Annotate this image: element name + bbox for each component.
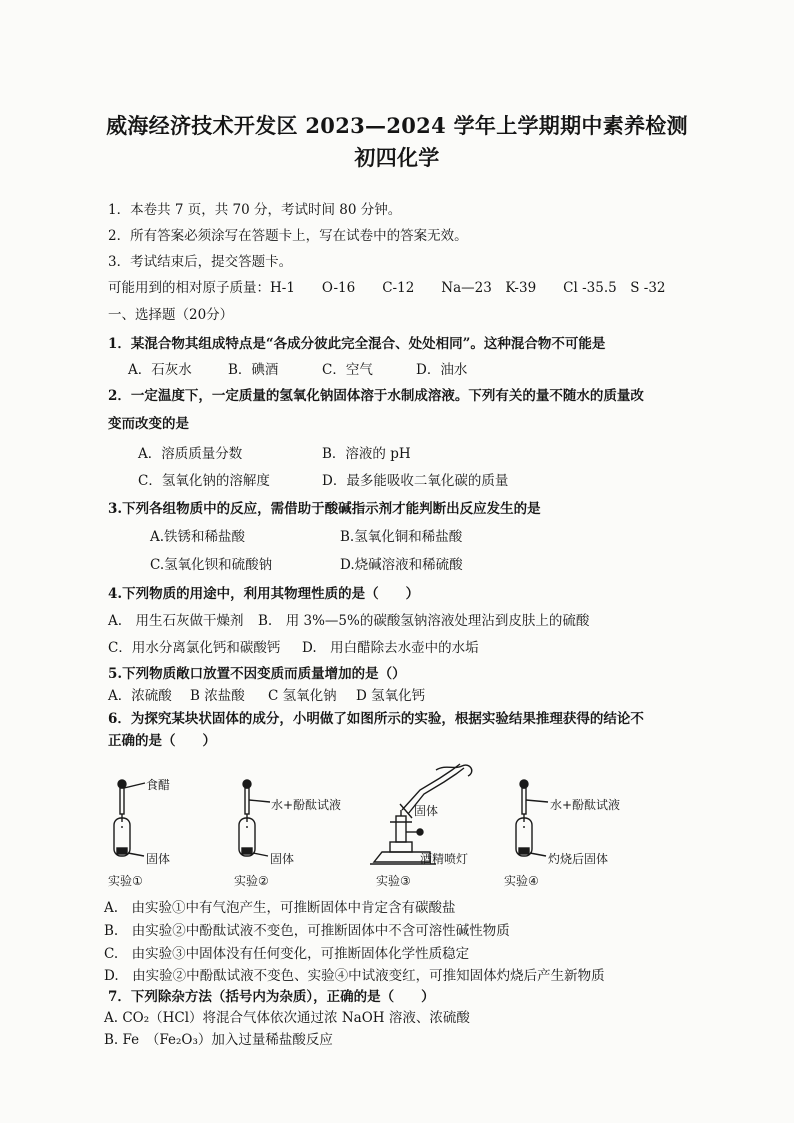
exp1-caption: 实验① xyxy=(108,874,143,888)
question-3-stem: 3.下列各组物质中的反应，需借助于酸碱指示剂才能判断出反应发生的是 xyxy=(108,501,541,517)
q7-option-b: B. Fe （Fe₂O₃）加入过量稀盐酸反应 xyxy=(104,1032,333,1048)
section-heading: 一、选择题（20分） xyxy=(108,307,234,323)
exp4-reagent-label: 水+酚酞试液 xyxy=(550,798,621,812)
q6-option-c: C. 由实验③中固体没有任何变化，可推断固体化学性质稳定 xyxy=(104,946,470,962)
question-2-stem-1: 2．一定温度下，一定质量的氢氧化钠固体溶于水制成溶液。下列有关的量不随水的质量改 xyxy=(108,388,644,404)
q4-option-c: C．用水分离氯化钙和碳酸钙 xyxy=(108,640,281,656)
q1-option-d: D．油水 xyxy=(416,362,468,378)
experiment-4-apparatus xyxy=(516,780,548,856)
note-1: 1．本卷共 7 页，共 70 分，考试时间 80 分钟。 xyxy=(108,202,402,218)
experiment-1-apparatus xyxy=(114,780,145,856)
exp4-caption: 实验④ xyxy=(504,874,539,888)
exp1-solid-label: 固体 xyxy=(146,852,171,866)
q3-option-a: A.铁锈和稀盐酸 xyxy=(150,529,246,545)
q5-option-b: B 浓盐酸 xyxy=(190,688,245,704)
q6-option-b: B. 由实验②中酚酞试液不变色，可推断固体中不含可溶性碱性物质 xyxy=(104,923,510,939)
question-2-stem-2: 变而改变的是 xyxy=(108,416,189,432)
q4-option-a: A. 用生石灰做干燥剂 xyxy=(108,613,244,629)
q3-option-d: D.烧碱溶液和稀硫酸 xyxy=(340,557,463,573)
q2-option-c: C．氢氧化钠的溶解度 xyxy=(138,473,270,489)
q5-option-a: A．浓硫酸 xyxy=(108,688,172,704)
exp4-solid-label: 灼烧后固体 xyxy=(548,852,609,866)
q3-option-c: C.氢氧化钡和硫酸钠 xyxy=(150,557,273,573)
q6-option-d: D. 由实验②中酚酞试液不变色、实验④中试液变红，可推知固体灼烧后产生新物质 xyxy=(104,968,605,984)
q7-option-a: A. CO₂（HCl）将混合气体依次通过浓 NaOH 溶液、浓硫酸 xyxy=(104,1010,470,1026)
experiment-drawing xyxy=(100,752,660,890)
q2-option-a: A．溶质质量分数 xyxy=(138,446,243,462)
q5-option-d: D 氢氧化钙 xyxy=(356,688,426,704)
exam-title: 威海经济技术开发区 2023—2024 学年上学期期中素养检测 xyxy=(106,113,688,138)
q2-option-d: D．最多能吸收二氧化碳的质量 xyxy=(322,473,509,489)
q1-option-c: C．空气 xyxy=(322,362,373,378)
exp3-lamp-label: 酒精喷灯 xyxy=(420,852,469,866)
question-7-stem: 7．下列除杂方法（括号内为杂质），正确的是（ ） xyxy=(108,989,435,1005)
exam-subtitle: 初四化学 xyxy=(354,145,440,170)
experiment-2-apparatus xyxy=(239,780,270,856)
exp2-solid-label: 固体 xyxy=(270,852,295,866)
q6-option-a: A. 由实验①中有气泡产生，可推断固体中肯定含有碳酸盐 xyxy=(104,900,456,916)
atomic-masses: 可能用到的相对原子质量：H-1 O-16 C-12 Na—23 K-39 Cl -35.5 S -32 xyxy=(108,280,666,296)
q1-option-a: A．石灰水 xyxy=(128,362,192,378)
question-6-stem-2: 正确的是（ ） xyxy=(108,733,216,749)
q1-option-b: B．碘酒 xyxy=(228,362,279,378)
question-1-stem: 1．某混合物其组成特点是“各成分彼此完全混合、处处相同”。这种混合物不可能是 xyxy=(108,336,606,352)
exp3-solid-label: 固体 xyxy=(414,804,439,818)
question-5-stem: 5.下列物质敞口放置不因变质而质量增加的是（） xyxy=(108,666,406,682)
note-2: 2．所有答案必须涂写在答题卡上，写在试卷中的答案无效。 xyxy=(108,228,468,244)
q5-option-c: C 氢氧化钠 xyxy=(268,688,337,704)
exp1-reagent-label: 食醋 xyxy=(146,778,171,792)
exp2-reagent-label: 水+酚酞试液 xyxy=(271,798,342,812)
exp2-caption: 实验② xyxy=(234,874,269,888)
experiment-figure xyxy=(100,752,660,894)
note-3: 3．考试结束后，提交答题卡。 xyxy=(108,254,293,270)
question-4-stem: 4.下列物质的用途中，利用其物理性质的是（ ） xyxy=(108,586,420,602)
q2-option-b: B．溶液的 pH xyxy=(322,446,411,462)
question-6-stem-1: 6．为探究某块状固体的成分，小明做了如图所示的实验，根据实验结果推理获得的结论不 xyxy=(108,711,644,727)
q3-option-b: B.氢氧化铜和稀盐酸 xyxy=(340,529,463,545)
q4-option-b: B. 用 3%—5%的碳酸氢钠溶液处理沾到皮肤上的硫酸 xyxy=(258,613,590,629)
q4-option-d: D. 用白醋除去水壶中的水垢 xyxy=(302,640,479,656)
exp3-caption: 实验③ xyxy=(376,874,411,888)
